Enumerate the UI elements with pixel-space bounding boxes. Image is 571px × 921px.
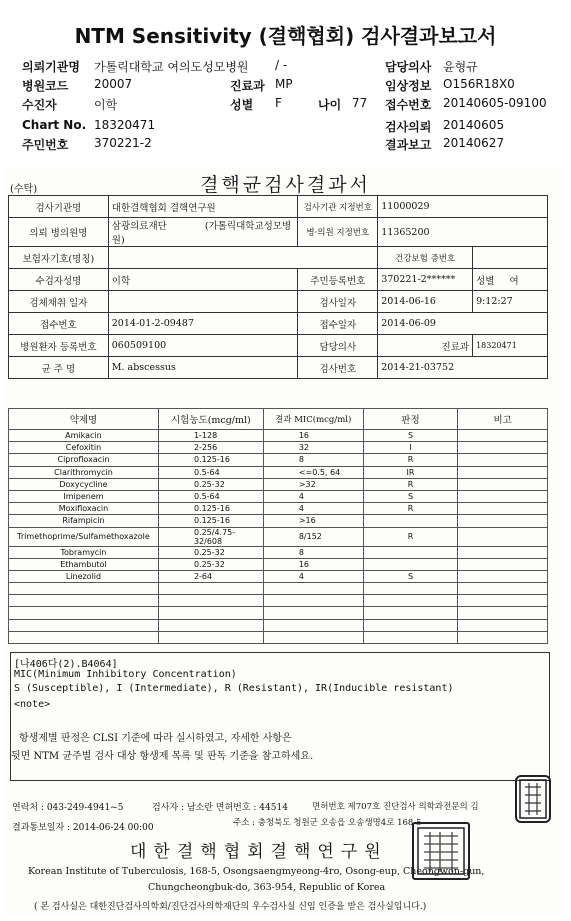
table-cell [263,595,363,607]
table-cell-mic: 8 [263,454,363,466]
susceptibility-table [8,408,548,644]
table-row [9,218,548,247]
seal-stamp-icon [515,775,551,823]
table-cell [458,619,548,631]
table-cell [158,583,263,595]
table-cell [158,631,263,643]
drug-rows [9,430,548,644]
table-cell-judge: R [363,503,458,515]
table-cell-drug: Ciprofloxacin [9,454,159,466]
table-cell-drug: Imipenem [9,490,159,502]
table-cell-mic: 16 [263,558,363,570]
footer-address-en: Chungcheongbuk-do, 363-954, Republic of Korea [148,882,386,893]
table-cell [9,607,159,619]
notes-line: 항생제별 판정은 CLSI 기준에 따라 실시하였고, 자세한 사항은 [19,733,292,744]
column-header: 판정 [363,409,458,430]
table-cell-remark [458,503,548,515]
notes-mic: MIC(Minimum Inhibitory Concentration) [14,669,237,680]
table-cell: 이학 [108,269,298,291]
header-label: 나이 [318,98,342,112]
table-cell-mic: 16 [263,430,363,442]
table-cell-mic: 4 [263,570,363,582]
header-value: 윤형규 [443,60,478,74]
table-cell: 2014-06-09 [378,313,548,335]
table-cell-drug: Ethambutol [9,558,159,570]
table-cell-remark [458,454,548,466]
table-cell [458,631,548,643]
table-row [9,335,548,357]
table-row [9,291,548,313]
column-header: 약제명 [9,409,159,430]
table-cell: 의뢰 병의원명 [9,218,109,247]
table-cell-conc: 0.125-16 [158,515,263,527]
table-cell-mic: 8/152 [263,527,363,546]
table-cell-drug: Tobramycin [9,546,159,558]
table-cell-mic: >32 [263,478,363,490]
header-value: 20140627 [443,136,505,150]
table-cell: 2014-01-2-09487 [108,313,298,335]
table-cell-conc: 1-128 [158,430,263,442]
table-cell-mic: 8 [263,546,363,558]
table-row [9,527,548,546]
column-header: 비고 [458,409,548,430]
table-cell-conc: 2-64 [158,570,263,582]
table-cell [363,607,458,619]
footer-examiner: 검사자 : 남소란 면허번호 : 44514 [152,803,288,813]
institute-seal-icon [412,822,470,880]
table-cell: 검사기관 지정번호 [298,196,378,218]
header-value: 가톨릭대학교 여의도성모병원 [94,60,249,74]
table-row [9,478,548,490]
table-cell [363,583,458,595]
header-label: 결과보고 [385,138,432,152]
notes-line: 뒷면 NTM 균주별 검사 대상 항생제 목록 및 판독 기준을 참고하세요. [11,751,314,762]
table-cell [263,583,363,595]
table-cell-remark [458,527,548,546]
table-cell: 060509100 [108,335,298,357]
table-row-empty [9,583,548,595]
footer-address-en: Korean Institute of Tuberculosis, 168-5, Osongsaengmyeong-4ro, Osong-eup, Cheongwon-gun, [28,866,485,877]
table-row [9,558,548,570]
table-cell: 2014-06-16 [378,291,473,313]
header-value: 이학 [94,98,118,112]
table-cell [263,607,363,619]
table-cell-drug: Amikacin [9,430,159,442]
table-cell-remark [458,515,548,527]
table-cell-judge [363,558,458,570]
table-cell [158,619,263,631]
table-cell-conc: 0.25-32 [158,546,263,558]
header-label: 의뢰기관명 [22,60,80,74]
header-value: O156R18X0 [443,77,515,91]
header-value: F [275,96,282,110]
header-value: 20007 [94,77,133,91]
header-label: 수진자 [22,98,57,112]
table-cell-judge: R [363,454,458,466]
table-cell: 병·의원 지정번호 [298,218,378,247]
table-cell-drug: Trimethoprime/Sulfamethoxazole [9,527,159,546]
table-cell-mic: 4 [263,490,363,502]
table-cell [108,247,377,269]
table-cell [158,595,263,607]
notes-tag: <note> [14,699,51,710]
header-value: 20140605-09100 [443,96,547,110]
header-label: 임상정보 [385,79,432,93]
table-row [9,247,548,269]
footer-address-kr: 주소 : 충청북도 청원군 오송읍 오송생명4로 168-5 [233,818,422,828]
column-header: 결과 MIC(mcg/ml) [263,409,363,430]
table-cell-judge: I [363,442,458,454]
table-cell-judge: IR [363,466,458,478]
table-cell [9,631,159,643]
table-cell [9,583,159,595]
report-title: NTM Sensitivity (결핵협회) 검사결과보고서 [74,24,497,48]
header-value: / - [275,58,288,72]
header-value: MP [275,77,293,91]
sex-label: 성별 [476,275,495,287]
exam-info-table [8,195,548,379]
header-label: 주민번호 [22,138,69,152]
table-header-row [9,409,548,430]
header-label: Chart No. [22,118,87,132]
table-cell: 9:12:27 [473,291,548,313]
header-value: 20140605 [443,118,505,132]
header-value: 77 [352,96,368,110]
table-cell [9,619,159,631]
table-cell-remark [458,478,548,490]
table-cell [458,607,548,619]
table-cell [473,247,548,269]
table-row [9,357,548,379]
table-row-empty [9,619,548,631]
header-label: 진료과 [230,79,265,93]
table-cell: 균 주 명 [9,357,109,379]
table-cell-drug: Rifampicin [9,515,159,527]
table-row [9,503,548,515]
table-cell-mic: 4 [263,503,363,515]
table-cell-mic: >16 [263,515,363,527]
table-cell: 검체채취 일자 [9,291,109,313]
table-cell-conc: 0.5-64 [158,466,263,478]
table-cell [263,631,363,643]
institute-name: 대한결핵협회결핵연구원 [130,842,388,862]
table-cell: 18320471 [473,335,548,357]
table-cell: 2014-21-03752 [378,357,548,379]
requesting-org: 삼광의료재단 [111,221,167,232]
table-cell: 370221-2****** [378,269,473,291]
table-cell: 대한결핵협회 결핵연구원 [108,196,298,218]
table-cell [473,269,548,291]
table-cell-remark [458,430,548,442]
table-cell: 11365200 [378,218,548,247]
consignment-label: (수탁) [10,184,38,195]
table-row [9,313,548,335]
notes-code: [나406다(2).B4064] [14,659,118,670]
table-row-empty [9,595,548,607]
table-cell-drug: Linezolid [9,570,159,582]
table-row [9,430,548,442]
header-value: 18320471 [94,118,156,132]
notes-box [10,652,550,781]
table-cell [108,291,298,313]
header-label: 검사의뢰 [385,120,432,134]
footer-contact: 연락처 : 043-249-4941~5 [12,803,124,813]
table-cell: 주민등록번호 [298,269,378,291]
header-label: 병원코드 [22,79,69,93]
header-value: 370221-2 [94,136,152,150]
footer-certification: ( 본 검사실은 대한진단검사의학회/진단검사의학재단의 우수검사실 신임 인증을 받은 검사실입니다.) [34,902,427,912]
table-cell-remark [458,558,548,570]
table-cell: 검사번호 [298,357,378,379]
footer-license: 면허번호 제707호 진단검사 의학과전문의 김 [312,802,479,812]
table-row [9,570,548,582]
table-cell-drug: Clarithromycin [9,466,159,478]
footer-report-date: 결과통보일자 : 2014-06-24 00:00 [12,823,154,833]
table-cell-remark [458,570,548,582]
table-cell-drug: Cefoxitin [9,442,159,454]
header-label: 성별 [230,98,254,112]
table-cell: 진료과 [378,335,473,357]
table-cell [363,595,458,607]
table-cell [458,595,548,607]
table-cell-conc: 0.25-32 [158,478,263,490]
table-row [9,515,548,527]
table-cell-judge [363,515,458,527]
table-row [9,490,548,502]
table-cell-conc: 0.125-16 [158,454,263,466]
table-cell-judge: S [363,570,458,582]
table-cell-judge [363,546,458,558]
requesting-org-note: (가톨릭대학교성모병원) [111,221,292,246]
table-cell: 접수번호 [9,313,109,335]
table-cell: 접수일자 [298,313,378,335]
table-row-empty [9,631,548,643]
table-cell-conc: 0.125-16 [158,503,263,515]
table-cell-conc: 0.25-32 [158,558,263,570]
table-cell-drug: Doxycycline [9,478,159,490]
table-cell [363,631,458,643]
table-cell [158,607,263,619]
sex-value: 여 [509,275,519,287]
header-label: 접수번호 [385,98,432,112]
table-cell [363,619,458,631]
table-cell-conc: 0.25/4.75-32/608 [158,527,263,546]
table-cell: M. abscessus [108,357,298,379]
column-header: 시험농도(mcg/ml) [158,409,263,430]
table-cell [263,619,363,631]
table-row-empty [9,607,548,619]
table-cell: 건강보험 증번호 [378,247,473,269]
table-cell: 담당의사 [298,335,378,357]
table-cell [458,583,548,595]
table-cell: 검사기관명 [9,196,109,218]
table-row [9,454,548,466]
header-label: 담당의사 [385,60,432,74]
table-cell: 보험자기호(명칭) [9,247,109,269]
table-row [9,196,548,218]
table-row [9,546,548,558]
table-cell-judge: S [363,490,458,502]
table-cell-mic: 32 [263,442,363,454]
table-cell: 11000029 [378,196,548,218]
table-cell-remark [458,442,548,454]
table-cell-conc: 0.5-64 [158,490,263,502]
table-cell-judge: R [363,527,458,546]
table-cell-conc: 2-256 [158,442,263,454]
notes-legend: S (Susceptible), I (Intermediate), R (Resistant), IR(Inducible resistant) [14,683,454,694]
table-cell [108,218,298,247]
table-row [9,269,548,291]
table-row [9,442,548,454]
table-cell-judge: S [363,430,458,442]
table-cell-remark [458,490,548,502]
table-cell: 병원환자 등록번호 [9,335,109,357]
table-row [9,466,548,478]
doc-title: 결핵균검사결과서 [200,174,371,196]
table-cell-remark [458,546,548,558]
table-cell [9,595,159,607]
table-cell: 수검자성명 [9,269,109,291]
table-cell: 검사일자 [298,291,378,313]
table-cell-judge: R [363,478,458,490]
table-cell-mic: <=0.5, 64 [263,466,363,478]
table-cell-remark [458,466,548,478]
table-cell-drug: Moxifloxacin [9,503,159,515]
